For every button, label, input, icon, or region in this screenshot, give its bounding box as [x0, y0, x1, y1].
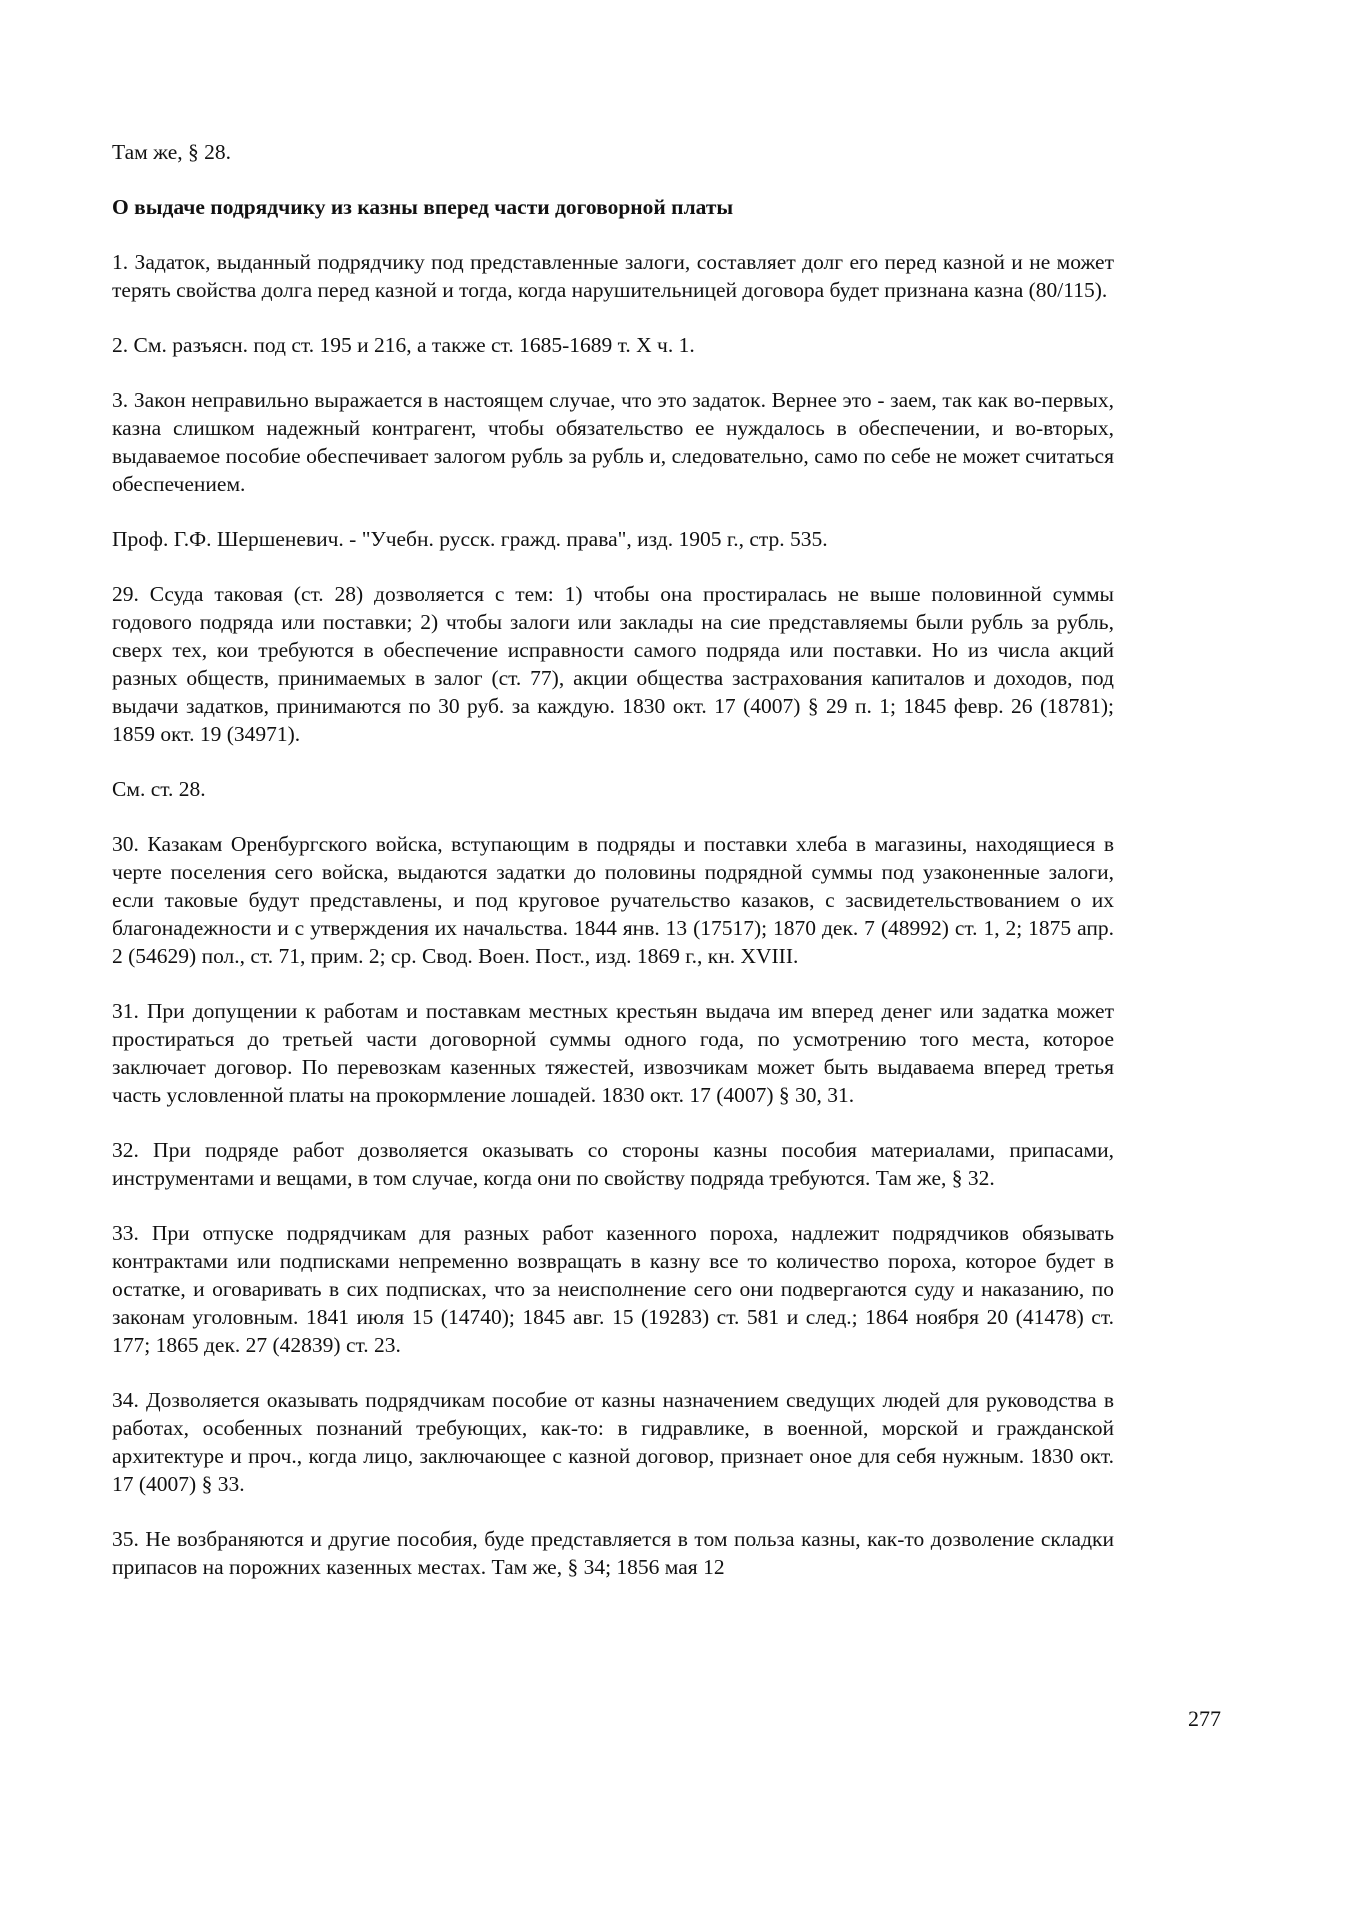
article-paragraph: 34. Дозволяется оказывать подрядчикам пособие от казны назначением сведущих людей для руководства в работах, особенных познаний требующих, как-то: в гидравлике, в военной, морской и гражданской архитектуре и проч., когда лицо, заключающее с казной договор, признает оное для себя нужным. 1830 окт. 17 (4007) § 33.: [112, 1388, 1114, 1496]
article-paragraph: 35. Не возбраняются и другие пособия, буде представляется в том польза казны, как-то дозволение складки припасов на порожних казенных местах. Там же, § 34; 1856 мая 12: [112, 1527, 1114, 1579]
article-paragraph: 33. При отпуске подрядчикам для разных работ казенного пороха, надлежит подрядчиков обязывать контрактами или подписками непременно возвращать в казну все то количество пороха, которое будет в остатке, и оговаривать в сих подписках, что за неисполнение сего они подвергаются суду и наказанию, по законам уголовным. 1841 июля 15 (14740); 1845 авг. 15 (19283) ст. 581 и след.; 1864 ноября 20 (41478) ст. 177; 1865 дек. 27 (42839) ст. 23.: [112, 1221, 1114, 1357]
page-number: 277: [1188, 1706, 1221, 1731]
citation-paragraph: Проф. Г.Ф. Шершеневич. - "Учебн. русск. гражд. права", изд. 1905 г., стр. 535.: [112, 527, 828, 551]
reference-paragraph: Там же, § 28.: [112, 140, 231, 164]
section-heading: О выдаче подрядчику из казны вперед части договорной платы: [112, 195, 734, 219]
commentary-paragraph: 3. Закон неправильно выражается в настоящем случае, что это задаток. Вернее это - заем, так как во-первых, казна слишком надежный контрагент, чтобы обязательство ее нуждалось в обеспечении, и во-вторых, выдаваемое пособие обеспечивает залогом рубль за рубль и, следовательно, само по себе не может считаться обеспечением.: [112, 388, 1114, 496]
reference-paragraph: См. ст. 28.: [112, 777, 206, 801]
article-paragraph: 31. При допущении к работам и поставкам местных крестьян выдача им вперед денег или задатка может простираться до третьей части договорной суммы одного года, по усмотрению того места, которое заключает договор. По перевозкам казенных тяжестей, извозчикам может быть выдаваема вперед третья часть условленной платы на прокормление лошадей. 1830 окт. 17 (4007) § 30, 31.: [112, 999, 1114, 1107]
article-paragraph: 29. Ссуда таковая (ст. 28) дозволяется с тем: 1) чтобы она простиралась не выше половинной суммы годового подряда или поставки; 2) чтобы залоги или заклады на сие представляемы были рубль за рубль, сверх тех, кои требуются в обеспечение исправности самого подряда или поставки. Но из числа акций разных обществ, принимаемых в залог (ст. 77), акции общества застрахования капиталов и доходов, под выдачи задатков, принимаются по 30 руб. за каждую. 1830 окт. 17 (4007) § 29 п. 1; 1845 февр. 26 (18781); 1859 окт. 19 (34971).: [112, 582, 1114, 746]
document-page: [112, 138, 1114, 1608]
article-paragraph: 32. При подряде работ дозволяется оказывать со стороны казны пособия материалами, припасами, инструментами и вещами, в том случае, когда они по свойству подряда требуются. Там же, § 32.: [112, 1138, 1114, 1190]
article-paragraph: 30. Казакам Оренбургского войска, вступающим в подряды и поставки хлеба в магазины, находящиеся в черте поселения сего войска, выдаются задатки до половины подрядной суммы под узаконенные залоги, если таковые будут представлены, и под круговое ручательство казаков, с засвидетельствованием о их благонадежности и с утверждения их начальства. 1844 янв. 13 (17517); 1870 дек. 7 (48992) ст. 1, 2; 1875 апр. 2 (54629) пол., ст. 71, прим. 2; ср. Свод. Воен. Пост., изд. 1869 г., кн. XVIII.: [112, 832, 1114, 968]
commentary-paragraph: 2. См. разъясн. под ст. 195 и 216, а также ст. 1685-1689 т. X ч. 1.: [112, 333, 695, 357]
commentary-paragraph: 1. Задаток, выданный подрядчику под представленные залоги, составляет долг его перед казной и не может терять свойства долга перед казной и тогда, когда нарушительницей договора будет признана казна (80/115).: [112, 250, 1114, 302]
